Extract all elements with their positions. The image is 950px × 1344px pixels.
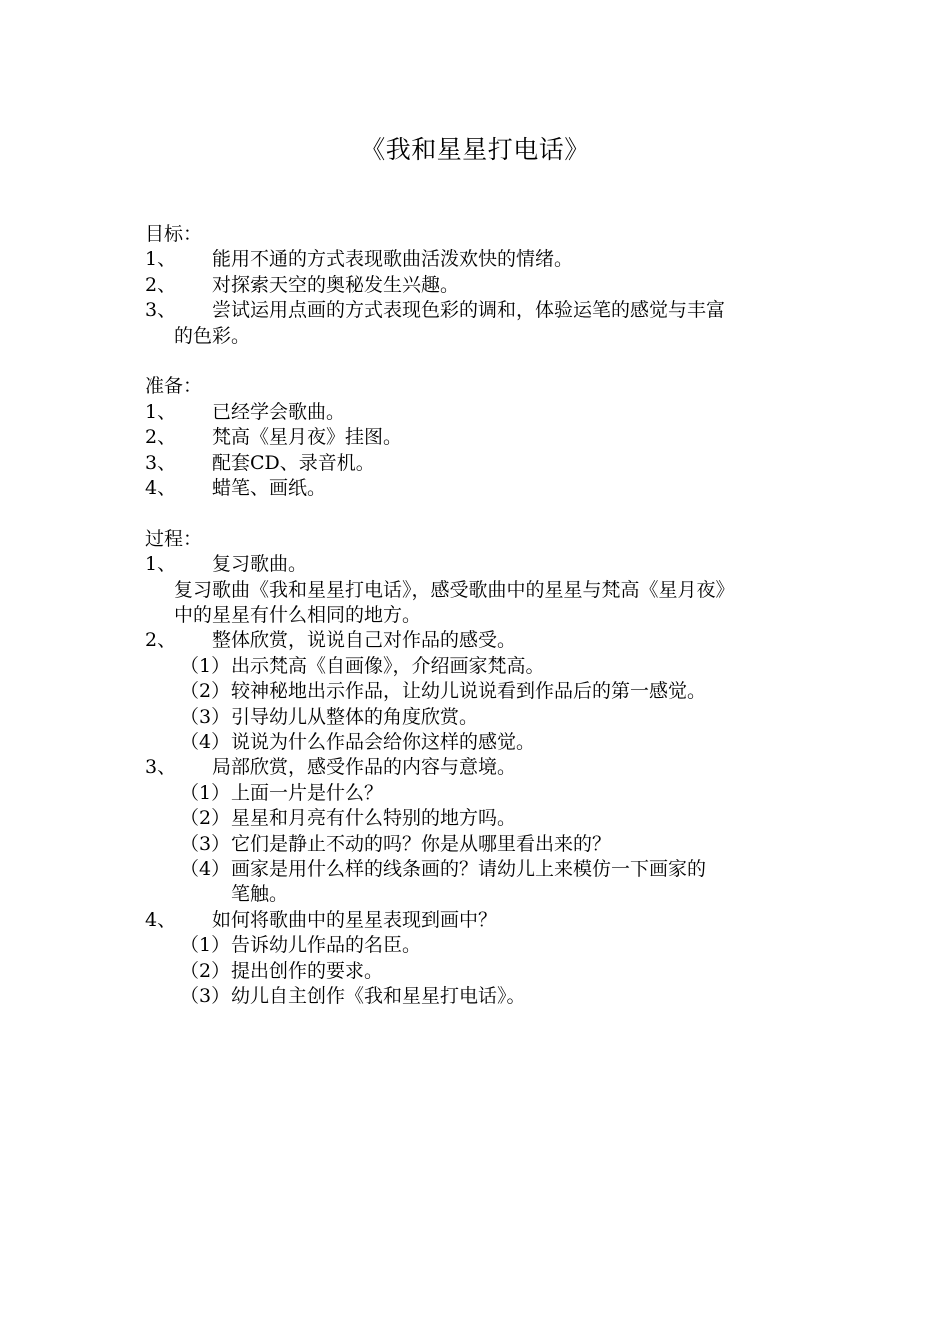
sub-item-text: 引导幼儿从整体的角度欣赏。	[231, 705, 479, 728]
process-step-4-sub-2	[145, 959, 825, 984]
goals-heading: 目标：	[145, 223, 203, 245]
sub-item-text: 提出创作的要求。	[231, 959, 384, 982]
sub-item-text: 它们是静止不动的吗？你是从哪里看出来的？	[231, 832, 612, 855]
process-step-number: 4、	[145, 908, 177, 931]
prep-heading: 准备：	[145, 375, 203, 398]
section-gap	[145, 349, 825, 374]
process-step-1-paragraph	[145, 578, 825, 629]
sub-item-number: （1）	[180, 781, 231, 804]
sub-item-text: 上面一片是什么？	[231, 781, 384, 804]
process-step-text: 整体欣赏，说说自己对作品的感受。	[212, 629, 517, 652]
process-step-text: 局部欣赏，感受作品的内容与意境。	[212, 756, 517, 779]
prep-item-number: 4、	[145, 477, 177, 500]
process-step-1	[145, 552, 825, 577]
prep-item-3	[145, 451, 825, 476]
process-step-3	[145, 755, 825, 780]
prep-item-1	[145, 400, 825, 425]
sub-item-text: 出示梵高《自画像》，介绍画家梵高。	[231, 654, 545, 677]
process-step-number: 2、	[145, 629, 177, 652]
sub-item-text: 说说为什么作品会给你这样的感觉。	[231, 731, 536, 754]
prep-item-2	[145, 425, 825, 450]
process-step-3-sub-1	[145, 781, 825, 806]
section-gap	[145, 501, 825, 526]
prep-item-number: 3、	[145, 451, 177, 474]
process-heading: 过程：	[145, 527, 203, 550]
goal-item-text: 能用不通的方式表现歌曲活泼欢快的情绪。	[212, 248, 574, 271]
goal-item-text-continued: 的色彩。	[174, 324, 251, 347]
sub-item-number: （2）	[180, 959, 231, 982]
sub-item-number: （2）	[180, 680, 231, 703]
prep-item-text: 配套CD、录音机。	[212, 451, 375, 474]
sub-item-number: （4）	[180, 731, 231, 754]
process-step-3-sub-2	[145, 806, 825, 831]
sub-item-number: （1）	[180, 934, 231, 957]
sub-item-text: 幼儿自主创作《我和星星打电话》。	[231, 985, 526, 1008]
goal-item-number: 1、	[145, 248, 177, 271]
sub-item-text: 告诉幼儿作品的名臣。	[231, 934, 422, 957]
sub-item-text: 星星和月亮有什么特别的地方吗。	[231, 807, 517, 830]
document-title: 《我和星星打电话》	[360, 135, 590, 164]
prep-item-text: 梵高《星月夜》挂图。	[212, 426, 403, 449]
process-step-text: 如何将歌曲中的星星表现到画中？	[212, 908, 498, 931]
process-step-2	[145, 628, 825, 653]
process-step-4-sub-1	[145, 933, 825, 958]
goal-item-text: 尝试运用点画的方式表现色彩的调和，体验运笔的感觉与丰富	[212, 299, 726, 322]
sub-item-text: 画家是用什么样的线条画的？请幼儿上来模仿一下画家的	[231, 858, 707, 881]
paragraph-line: 中的星星有什么相同的地方。	[174, 604, 422, 627]
sub-item-text: 较神秘地出示作品，让幼儿说说看到作品后的第一感觉。	[231, 680, 707, 703]
process-step-4	[145, 908, 825, 933]
process-step-2-sub-2	[145, 679, 825, 704]
process-step-2-sub-3	[145, 705, 825, 730]
prep-item-text: 蜡笔、画纸。	[212, 477, 327, 500]
sub-item-number: （3）	[180, 705, 231, 728]
prep-item-number: 2、	[145, 426, 177, 449]
goal-item-2	[145, 273, 825, 298]
goal-item-1	[145, 247, 825, 272]
goal-item-number: 2、	[145, 273, 177, 296]
process-step-2-sub-4	[145, 730, 825, 755]
goal-item-3	[145, 298, 825, 349]
prep-item-number: 1、	[145, 400, 177, 423]
goal-item-number: 3、	[145, 299, 177, 322]
prep-item-4	[145, 476, 825, 501]
sub-item-number: （2）	[180, 807, 231, 830]
process-step-text: 复习歌曲。	[212, 553, 308, 576]
sub-item-number: （3）	[180, 985, 231, 1008]
sub-item-text-continued: 笔触。	[231, 883, 289, 906]
paragraph-line: 复习歌曲《我和星星打电话》，感受歌曲中的星星与梵高《星月夜》	[174, 578, 735, 601]
process-step-3-sub-3	[145, 832, 825, 857]
goal-item-text: 对探索天空的奥秘发生兴趣。	[212, 273, 460, 296]
process-step-4-sub-3	[145, 984, 825, 1009]
process-step-number: 3、	[145, 756, 177, 779]
sub-item-number: （4）	[180, 858, 231, 881]
process-step-3-sub-4	[145, 857, 825, 908]
sub-item-number: （3）	[180, 832, 231, 855]
prep-item-text: 已经学会歌曲。	[212, 400, 346, 423]
document-body	[145, 222, 825, 1010]
sub-item-number: （1）	[180, 654, 231, 677]
process-step-number: 1、	[145, 553, 177, 576]
process-step-2-sub-1	[145, 654, 825, 679]
